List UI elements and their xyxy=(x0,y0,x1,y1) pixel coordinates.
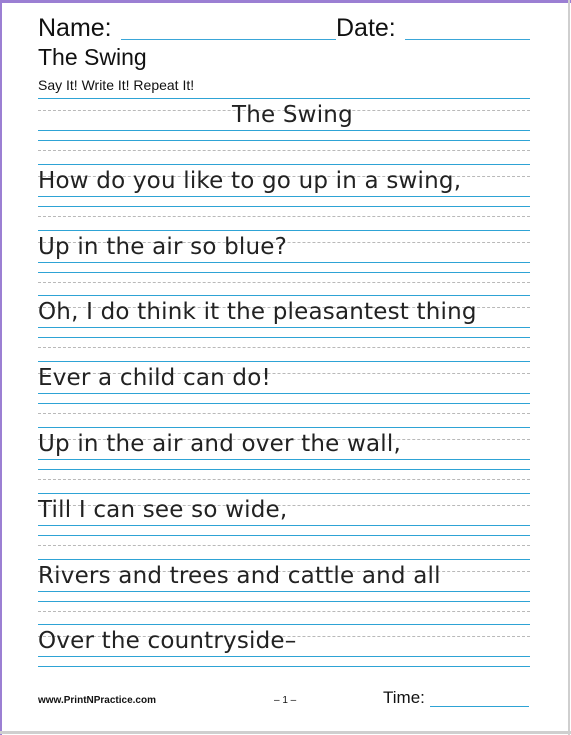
guide-line xyxy=(38,403,530,404)
poem-line: Rivers and trees and cattle and all xyxy=(38,563,441,589)
guide-line xyxy=(38,393,530,394)
time-field-line[interactable] xyxy=(430,706,529,707)
page-number: – 1 – xyxy=(274,695,297,706)
guide-line xyxy=(38,459,530,460)
name-label: Name: xyxy=(38,14,112,42)
guide-line xyxy=(38,206,530,207)
guide-line xyxy=(38,559,530,560)
guide-line xyxy=(38,601,530,602)
worksheet-title: The Swing xyxy=(38,44,147,70)
guide-line xyxy=(38,361,530,362)
guide-line xyxy=(38,272,530,273)
guide-line xyxy=(38,130,530,131)
poem-title: The Swing xyxy=(232,102,353,128)
poem-line: Till I can see so wide, xyxy=(38,497,288,523)
guide-line xyxy=(38,337,530,338)
guide-line xyxy=(38,262,530,263)
guide-line xyxy=(38,327,530,328)
poem-line: Up in the air so blue? xyxy=(38,234,288,260)
guide-line xyxy=(38,535,530,536)
guide-line xyxy=(38,98,530,99)
time-label: Time: xyxy=(383,688,425,707)
guide-line xyxy=(38,493,530,494)
guide-line xyxy=(38,656,530,657)
guide-line xyxy=(38,282,530,283)
guide-line xyxy=(38,545,530,546)
date-label: Date: xyxy=(336,14,396,42)
page-border-left xyxy=(0,0,2,735)
guide-line xyxy=(38,216,530,217)
page-border-right xyxy=(568,0,570,735)
guide-line xyxy=(38,427,530,428)
page-border-bottom xyxy=(0,731,571,734)
guide-line xyxy=(38,140,530,141)
guide-line xyxy=(38,196,530,197)
guide-line xyxy=(38,150,530,151)
poem-line: Oh, I do think it the pleasantest thing xyxy=(38,299,477,325)
date-field-line[interactable] xyxy=(405,39,530,40)
guide-line xyxy=(38,611,530,612)
page-border-top xyxy=(0,0,571,3)
guide-line xyxy=(38,666,530,667)
poem-line: Over the countryside– xyxy=(38,628,297,654)
guide-line xyxy=(38,591,530,592)
worksheet-subtitle: Say It! Write It! Repeat It! xyxy=(38,77,195,93)
name-field-line[interactable] xyxy=(121,39,336,40)
poem-line: Up in the air and over the wall, xyxy=(38,431,401,457)
guide-line xyxy=(38,230,530,231)
guide-line xyxy=(38,295,530,296)
poem-line: How do you like to go up in a swing, xyxy=(38,168,462,194)
footer-website: www.PrintNPractice.com xyxy=(38,695,156,706)
guide-line xyxy=(38,479,530,480)
guide-line xyxy=(38,525,530,526)
guide-line xyxy=(38,164,530,165)
guide-line xyxy=(38,413,530,414)
guide-line xyxy=(38,624,530,625)
guide-line xyxy=(38,347,530,348)
guide-line xyxy=(38,469,530,470)
poem-line: Ever a child can do! xyxy=(38,365,271,391)
